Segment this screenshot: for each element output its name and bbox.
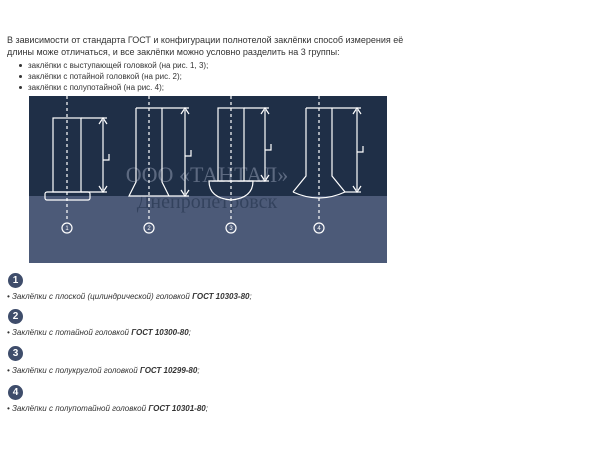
rivet-type-text: • Заклёпки с полупотайной головкой bbox=[7, 404, 149, 413]
gost-standard: ГОСТ 10300-80 bbox=[131, 328, 189, 337]
figure-label-4: 4 bbox=[317, 226, 321, 232]
number-badge-4: 4 bbox=[8, 385, 23, 400]
punctuation: ; bbox=[188, 328, 191, 337]
number-badge-2: 2 bbox=[8, 309, 23, 324]
figure-label-3: 3 bbox=[229, 226, 233, 232]
figure-label-2: 2 bbox=[147, 226, 151, 232]
list-item: заклёпки с потайной головкой (на рис. 2); bbox=[18, 71, 208, 82]
number-badge-1: 1 bbox=[8, 273, 23, 288]
rivet-groups-list bbox=[18, 60, 208, 93]
rivet-diagram-svg bbox=[29, 96, 387, 263]
gost-standard: ГОСТ 10299-80 bbox=[139, 366, 198, 375]
gost-standard: ГОСТ 10301-80 bbox=[148, 404, 206, 413]
rivet-type-4 bbox=[7, 404, 208, 414]
figure-label-1: 1 bbox=[65, 226, 69, 232]
watermark-company: ООО «ТАНТАЛ» bbox=[125, 162, 289, 187]
punctuation: ; bbox=[197, 366, 200, 375]
rivet-type-2 bbox=[7, 328, 191, 338]
watermark-city: Днепропетровск bbox=[136, 191, 278, 213]
punctuation: ; bbox=[205, 404, 208, 413]
rivet-length-diagram bbox=[29, 96, 387, 263]
punctuation: ; bbox=[249, 292, 252, 301]
rivet-type-text: • Заклёпки с потайной головкой bbox=[7, 328, 132, 337]
number-badge-3: 3 bbox=[8, 346, 23, 361]
list-item: заклёпки с полупотайной (на рис. 4); bbox=[18, 82, 208, 93]
intro-paragraph: В зависимости от стандарта ГОСТ и конфигурации полнотелой заклёпки способ измерения её длины може отличаться, и все заклёпки можно условно разделить на 3 группы: bbox=[7, 35, 404, 57]
rivet-type-1 bbox=[7, 292, 252, 302]
list-item: заклёпки с выступающей головкой (на рис. 1, 3); bbox=[18, 60, 208, 71]
gost-standard: ГОСТ 10303-80 bbox=[192, 292, 250, 301]
rivet-type-text: • Заклёпки с плоской (цилиндрической) головкой bbox=[7, 292, 193, 301]
rivet-type-3 bbox=[7, 366, 200, 376]
rivet-type-text: • Заклёпки с полукруглой головкой bbox=[7, 366, 140, 375]
